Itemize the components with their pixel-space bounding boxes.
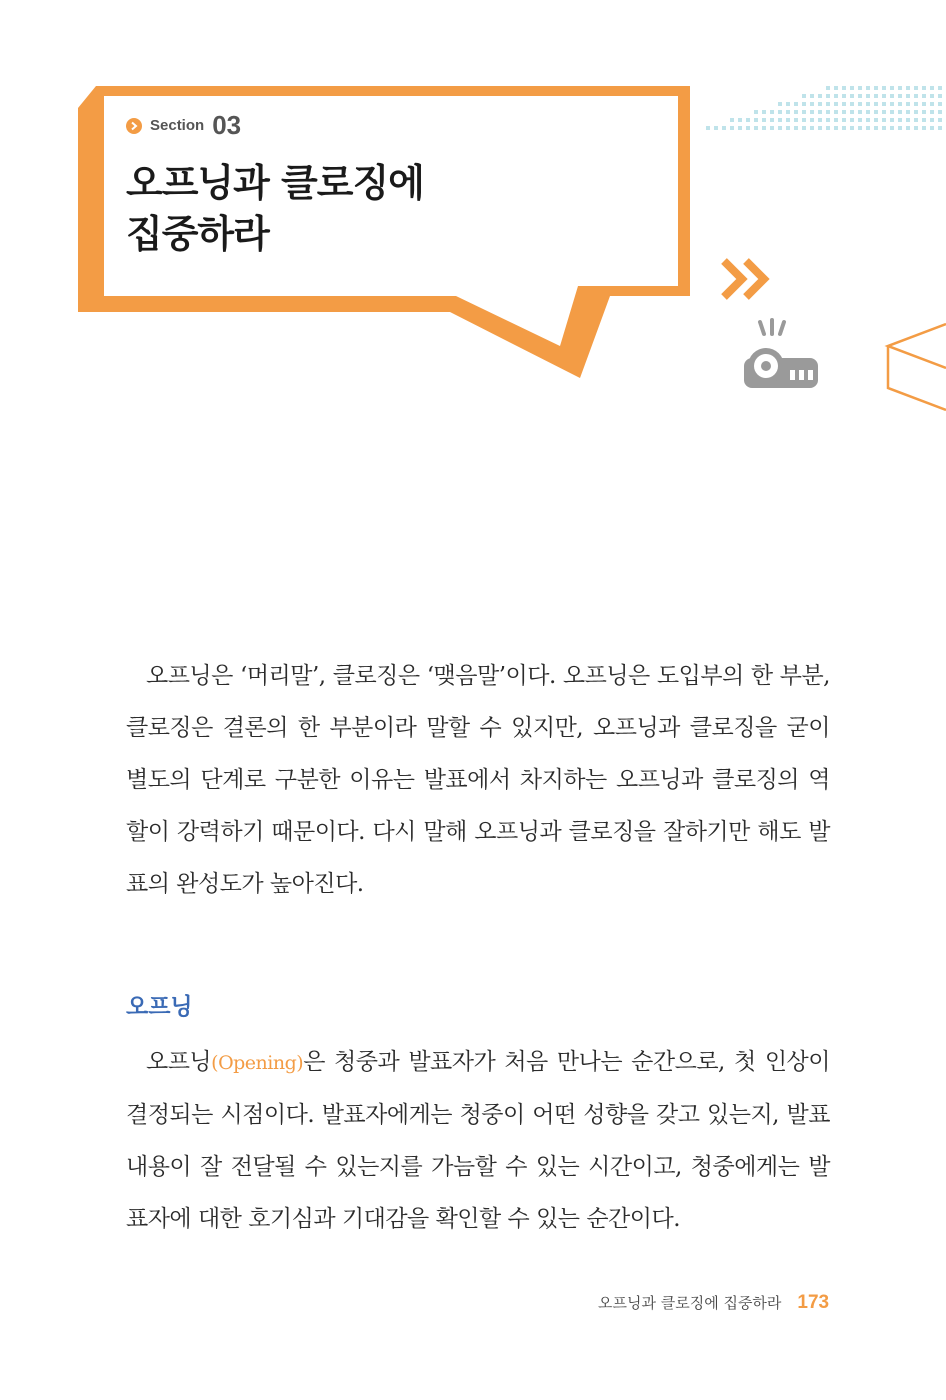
dot (818, 102, 822, 106)
dot (882, 86, 886, 90)
dot (914, 118, 918, 122)
dot (834, 126, 838, 130)
dot (738, 126, 742, 130)
dot (914, 86, 918, 90)
dot (858, 126, 862, 130)
dot (842, 110, 846, 114)
dot (762, 118, 766, 122)
dot (938, 102, 942, 106)
dot (810, 126, 814, 130)
dot (754, 118, 758, 122)
dot (882, 110, 886, 114)
dot (866, 110, 870, 114)
dot (834, 118, 838, 122)
dot (818, 126, 822, 130)
dot (794, 118, 798, 122)
dot (906, 118, 910, 122)
dot (842, 118, 846, 122)
section-word: Section (150, 117, 205, 134)
dot (818, 110, 822, 114)
dot (906, 102, 910, 106)
page-title (126, 158, 424, 260)
dot (930, 110, 934, 114)
dot (914, 110, 918, 114)
dot (874, 110, 878, 114)
dot (786, 110, 790, 114)
dot (794, 126, 798, 130)
dot (898, 86, 902, 90)
title-line-1: 오프닝과 클로징에 (126, 161, 424, 205)
dot (882, 126, 886, 130)
dot (938, 118, 942, 122)
dot (906, 86, 910, 90)
dot (930, 126, 934, 130)
dot (922, 110, 926, 114)
dot (874, 102, 878, 106)
dot (794, 102, 798, 106)
dot (786, 126, 790, 130)
dot (850, 118, 854, 122)
dot (906, 94, 910, 98)
dot (866, 94, 870, 98)
dot (770, 118, 774, 122)
dot (898, 110, 902, 114)
running-title: 오프닝과 클로징에 집중하라 (598, 1294, 782, 1312)
dot (850, 94, 854, 98)
dot (826, 102, 830, 106)
projector-icon (742, 318, 822, 394)
dot (890, 118, 894, 122)
dot (826, 126, 830, 130)
subheading-opening: 오프닝 (126, 994, 193, 1020)
dot (834, 86, 838, 90)
dot (922, 102, 926, 106)
dot (906, 110, 910, 114)
dot (890, 102, 894, 106)
section-number: 03 (212, 110, 242, 140)
dot (850, 110, 854, 114)
dot (898, 94, 902, 98)
dot (834, 94, 838, 98)
dot (938, 110, 942, 114)
box-outline-icon (884, 322, 946, 414)
dot (914, 102, 918, 106)
dot (914, 94, 918, 98)
dot (858, 102, 862, 106)
dot (842, 94, 846, 98)
dot (866, 126, 870, 130)
dot (850, 126, 854, 130)
dot (714, 126, 718, 130)
chevron-right-icon (126, 118, 142, 134)
paragraph-2-text: 은 청중과 발표자가 처음 만나는 순간으로, 첫 인상이 결정되는 시점이다. 발표자에게는 청중이 어떤 성향을 갖고 있는지, 발표 내용이 잘 전달될 수 있는지를 가늠할 수 있는 시간이고, 청중에게는 발표자에 대한 호기심과 기대감을 확인할 수 있는 순간이다. (126, 1049, 830, 1232)
dot (890, 126, 894, 130)
dot (890, 94, 894, 98)
dot (858, 94, 862, 98)
dot (930, 94, 934, 98)
dot (786, 118, 790, 122)
dot (802, 118, 806, 122)
dot (746, 118, 750, 122)
dot (778, 126, 782, 130)
dot (874, 94, 878, 98)
dot (770, 126, 774, 130)
double-chevron-icon (720, 257, 776, 301)
title-line-2: 집중하라 (126, 212, 269, 256)
dot (834, 102, 838, 106)
dot (762, 110, 766, 114)
dot (930, 86, 934, 90)
dot (730, 126, 734, 130)
paragraph-2-lead: 오프닝 (146, 1049, 212, 1075)
dot (874, 126, 878, 130)
dot (882, 94, 886, 98)
dot (930, 102, 934, 106)
dot (826, 110, 830, 114)
dot (746, 126, 750, 130)
paragraph-1-text: 오프닝은 ‘머리말’, 클로징은 ‘맺음말’이다. 오프닝은 도입부의 한 부분, 클로징은 결론의 한 부분이라 말할 수 있지만, 오프닝과 클로징을 굳이 별도의 단계로 구분한 이유는 발표에서 차지하는 오프닝과 클로징의 역할이 강력하기 때문이다. 다시 말해 오프닝과 클로징을 잘하기만 해도 발표의 완성도가 높아진다. (126, 663, 830, 897)
dot (850, 102, 854, 106)
dot (922, 118, 926, 122)
dot (834, 110, 838, 114)
dot (762, 126, 766, 130)
dot (906, 126, 910, 130)
dot (842, 86, 846, 90)
dot (810, 110, 814, 114)
dot (890, 86, 894, 90)
body-paragraph-1 (126, 650, 830, 910)
dot (898, 102, 902, 106)
dot (922, 94, 926, 98)
dot (778, 110, 782, 114)
dot (794, 110, 798, 114)
dot (938, 86, 942, 90)
dot (802, 94, 806, 98)
dot (858, 110, 862, 114)
english-term: (Opening) (211, 1052, 304, 1074)
body-paragraph-2 (126, 1036, 830, 1245)
dot (810, 102, 814, 106)
page-number: 173 (797, 1292, 830, 1313)
dot (810, 94, 814, 98)
dot (802, 102, 806, 106)
dot (842, 102, 846, 106)
dot (818, 94, 822, 98)
dot (706, 126, 710, 130)
dot (898, 126, 902, 130)
dot (890, 110, 894, 114)
dot (858, 118, 862, 122)
dot (818, 118, 822, 122)
dot (930, 118, 934, 122)
dot (938, 126, 942, 130)
dot (882, 118, 886, 122)
dot (850, 86, 854, 90)
dot (874, 118, 878, 122)
dot (914, 126, 918, 130)
dot (722, 126, 726, 130)
dot (802, 110, 806, 114)
page-footer (598, 1292, 829, 1314)
dot-pattern (706, 86, 946, 136)
dot (754, 110, 758, 114)
dot (858, 86, 862, 90)
dot (778, 118, 782, 122)
dot (842, 126, 846, 130)
dot (738, 118, 742, 122)
dot (810, 118, 814, 122)
dot (826, 86, 830, 90)
dot (826, 94, 830, 98)
dot (802, 126, 806, 130)
dot (730, 118, 734, 122)
section-label (126, 110, 241, 141)
dot (786, 102, 790, 106)
dot (938, 94, 942, 98)
dot (922, 126, 926, 130)
dot (866, 118, 870, 122)
dot (866, 86, 870, 90)
dot (898, 118, 902, 122)
dot (882, 102, 886, 106)
dot (922, 86, 926, 90)
dot (754, 126, 758, 130)
dot (778, 102, 782, 106)
dot (770, 110, 774, 114)
dot (874, 86, 878, 90)
dot (826, 118, 830, 122)
dot (866, 102, 870, 106)
